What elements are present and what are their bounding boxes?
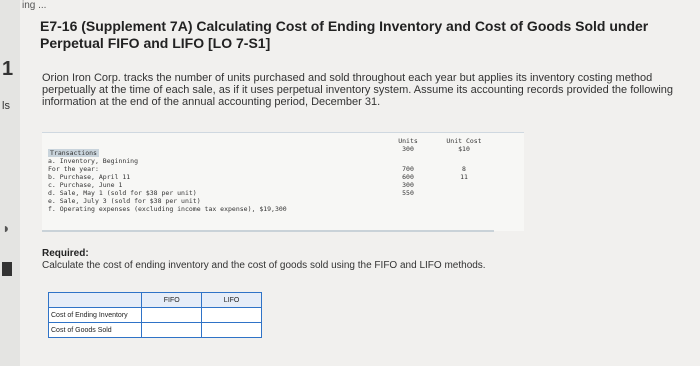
units-header: Units: [398, 137, 418, 145]
units-value: 700: [402, 165, 414, 173]
problem-title: E7-16 (Supplement 7A) Calculating Cost of Ending Inventory and Cost of Goods Sold under Perpetual FIFO and LIFO [LO 7-S1]: [40, 18, 649, 51]
left-marker-4: [2, 262, 12, 276]
txn-row: f. Operating expenses (excluding income tax expense), $19,300: [48, 205, 287, 213]
txn-row: c. Purchase, June 1: [48, 181, 123, 189]
txn-row: e. Sale, July 3 (sold for $38 per unit): [48, 197, 201, 205]
top-fragment: ing ...: [22, 0, 47, 11]
units-value: 600: [402, 173, 414, 181]
units-value: 550: [402, 189, 414, 197]
left-margin-strip: [0, 0, 20, 366]
unit-cost-header: Unit Cost: [446, 137, 482, 145]
fifo-ending-inventory-input[interactable]: [141, 308, 201, 322]
required-label: Required:: [42, 248, 89, 259]
fifo-cogs-input[interactable]: [141, 323, 201, 337]
left-marker-1: 1: [2, 58, 14, 80]
row-label: Cost of Ending Inventory: [51, 311, 128, 319]
answer-header-row: [49, 293, 261, 307]
txn-row: a. Inventory, Beginning: [48, 157, 139, 165]
required-text: Calculate the cost of ending inventory and the cost of goods sold using the FIFO and LIFO methods.: [42, 260, 486, 271]
unit-cost-column: [434, 132, 494, 231]
section-divider: [42, 230, 494, 232]
txn-row: d. Sale, May 1 (sold for $38 per unit): [48, 189, 197, 197]
transactions-header: Transactions: [50, 149, 97, 157]
lifo-ending-inventory-input[interactable]: [201, 308, 261, 322]
txn-row: b. Purchase, April 11: [48, 173, 131, 181]
unit-cost-value: 11: [460, 173, 468, 181]
txn-row: For the year:: [48, 165, 99, 173]
answer-row-ending-inventory: [49, 307, 261, 322]
left-marker-2: ls: [2, 100, 10, 112]
left-marker-3: ◗: [2, 220, 11, 236]
problem-intro: Orion Iron Corp. tracks the number of units purchased and sold throughout each year but applies its inventory costing method perpetually at the time of each sale, as if it uses perpetual inventory system. Assume its accounting records provided the following information at the end of the annual accounting period, December 31.: [42, 72, 673, 108]
problem-page: [20, 0, 700, 366]
row-label: Cost of Goods Sold: [51, 326, 112, 334]
answer-table: [48, 292, 262, 338]
units-column: [384, 132, 432, 231]
units-value: 300: [402, 145, 414, 153]
lifo-header: LIFO: [201, 293, 261, 307]
answer-row-cogs: [49, 322, 261, 337]
lifo-cogs-input[interactable]: [201, 323, 261, 337]
fifo-header: FIFO: [141, 293, 201, 307]
answer-header-blank: [49, 293, 141, 307]
unit-cost-value: 8: [462, 165, 466, 173]
units-value: 300: [402, 181, 414, 189]
unit-cost-value: $10: [458, 145, 470, 153]
transactions-lines: [48, 141, 287, 213]
